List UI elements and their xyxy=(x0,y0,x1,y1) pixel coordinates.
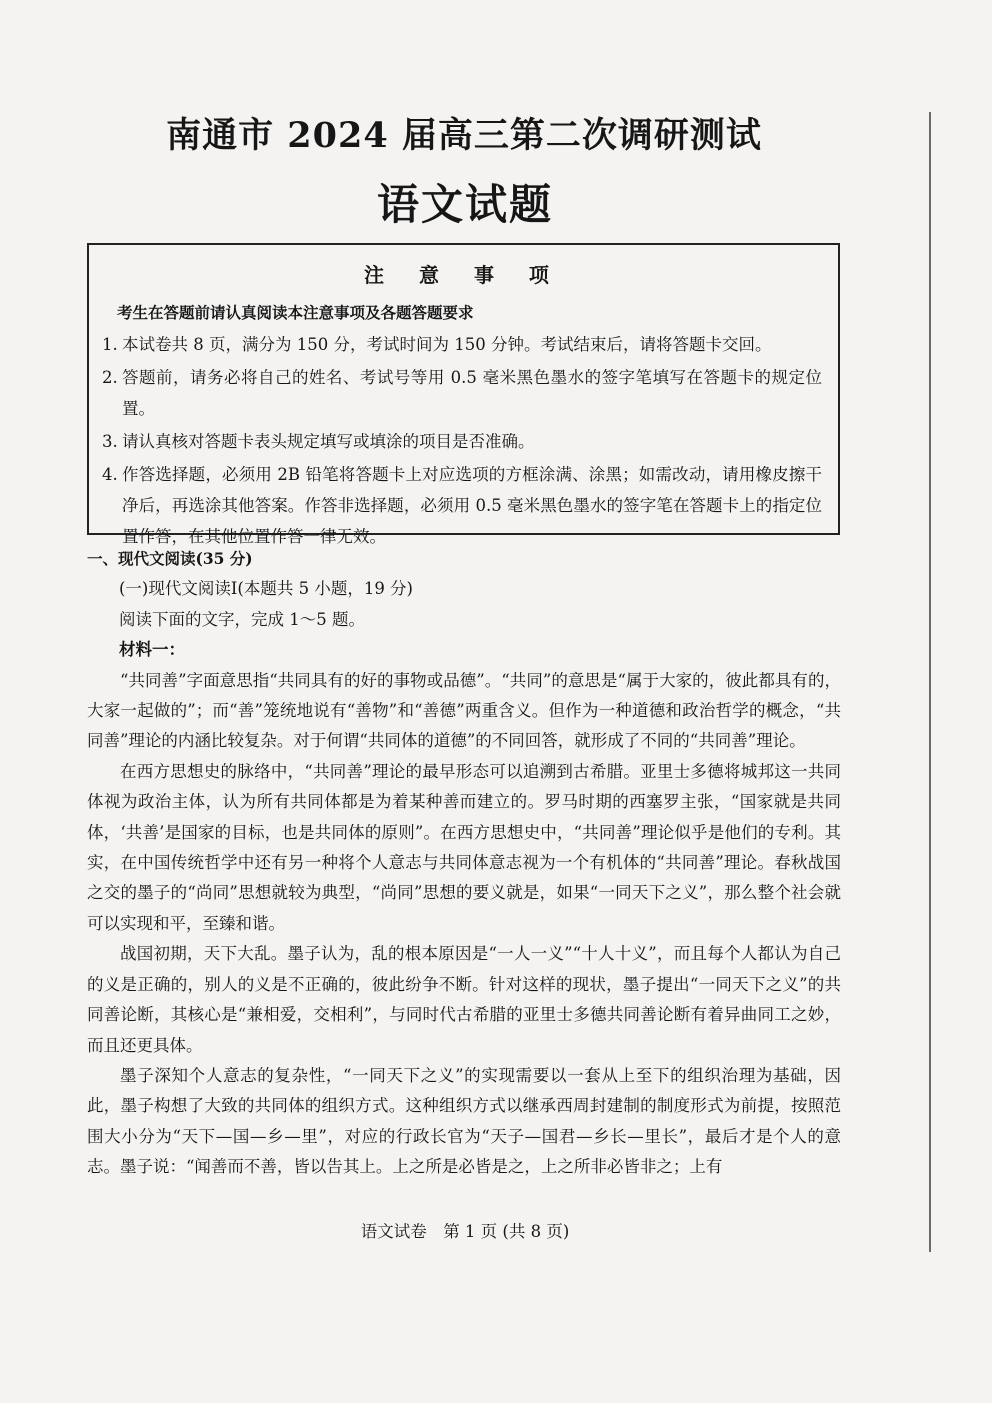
notice-item-number: 1. xyxy=(102,335,118,354)
exam-title: 南通市 2024 届高三第二次调研测试 xyxy=(166,115,762,156)
notice-item-number: 3. xyxy=(102,432,118,451)
notice-item-text: 答题前，请务必将自己的姓名、考试号等用 0.5 毫米黑色墨水的签字笔填写在答题卡的规定位置。 xyxy=(122,368,822,418)
material-label: 材料一： xyxy=(119,640,185,660)
notice-item-text: 本试卷共 8 页，满分为 150 分，考试时间为 150 分钟。考试结束后，请将答题卡交回。 xyxy=(122,335,772,354)
exam-subtitle: 语文试题 xyxy=(376,180,553,229)
notice-item xyxy=(102,426,822,457)
page-edge-line xyxy=(929,112,931,1252)
notice-heading: 注 意 事 项 xyxy=(364,263,563,287)
notice-intro: 考生在答题前请认真阅读本注意事项及各题答题要求 xyxy=(117,303,474,322)
notice-list xyxy=(102,329,822,554)
notice-item-text: 请认真核对答题卡表头规定填写或填涂的项目是否准确。 xyxy=(122,432,535,451)
subsection-title: (一)现代文阅读Ⅰ(本题共 5 小题，19 分) xyxy=(119,579,413,599)
section-title: 一、现代文阅读(35 分) xyxy=(87,549,253,568)
notice-item-text: 作答选择题，必须用 2B 铅笔将答题卡上对应选项的方框涂满、涂黑；如需改动，请用橡皮擦干净后，再选涂其他答案。作答非选择题，必须用 0.5 毫米黑色墨水的签字笔在答题卡上的指定位置作答，在其他位置作答一律无效。 xyxy=(122,465,822,546)
notice-item xyxy=(102,459,822,552)
notice-item xyxy=(102,329,822,360)
notice-box xyxy=(87,243,840,546)
paragraph: 在西方思想史的脉络中，“共同善”理论的最早形态可以追溯到古希腊。亚里士多德将城邦这一共同体视为政治主体，认为所有共同体都是为着某种善而建立的。罗马时期的西塞罗主张，“国家就是共同体，‘共善’是国家的目标，也是共同体的原则”。在西方思想史中，“共同善”理论似乎是他们的专利。其实，在中国传统哲学中还有另一种将个人意志与共同体意志视为一个有机体的“共同善”理论。春秋战国之交的墨子的“尚同”思想就较为典型，“尚同”思想的要义就是，如果“一同天下之义”，那么整个社会就可以实现和平，至臻和谐。 xyxy=(87,761,841,933)
reading-instruction: 阅读下面的文字，完成 1～5 题。 xyxy=(119,609,365,629)
paragraph: “共同善”字面意思指“共同具有的好的事物或品德”。“共同”的意思是“属于大家的，彼此都具有的，大家一起做的”；而“善”笼统地说有“善物”和“善德”两重含义。但作为一种道德和政治哲学的概念，“共同善”理论的内涵比较复杂。对于何谓“共同体的道德”的不同回答，就形成了不同的“共同善”理论。 xyxy=(87,670,841,751)
paragraph: 战国初期，天下大乱。墨子认为，乱的根本原因是“一人一义”“十人十义”，而且每个人都认为自己的义是正确的，别人的义是不正确的，彼此纷争不断。针对这样的现状，墨子提出“一同天下之义”的共同善论断，其核心是“兼相爱，交相利”，与同时代古希腊的亚里士多德共同善论断有着异曲同工之妙，而且还更具体。 xyxy=(87,944,841,1055)
notice-item-number: 2. xyxy=(102,368,118,387)
page-footer: 语文试卷 第 1 页 (共 8 页) xyxy=(360,1222,570,1241)
reading-section xyxy=(87,544,841,1183)
notice-item xyxy=(102,362,822,424)
notice-item-number: 4. xyxy=(102,465,118,484)
paragraph: 墨子深知个人意志的复杂性，“一同天下之义”的实现需要以一套从上至下的组织治理为基础，因此，墨子构想了大致的共同体的组织方式。这种组织方式以继承西周封建制的制度形式为前提，按照范围大小分为“天下—国—乡—里”，对应的行政长官为“天子—国君—乡长—里长”，最后才是个人的意志。墨子说：“闻善而不善，皆以告其上。上之所是必皆是之，上之所非必皆非之；上有 xyxy=(87,1065,841,1177)
